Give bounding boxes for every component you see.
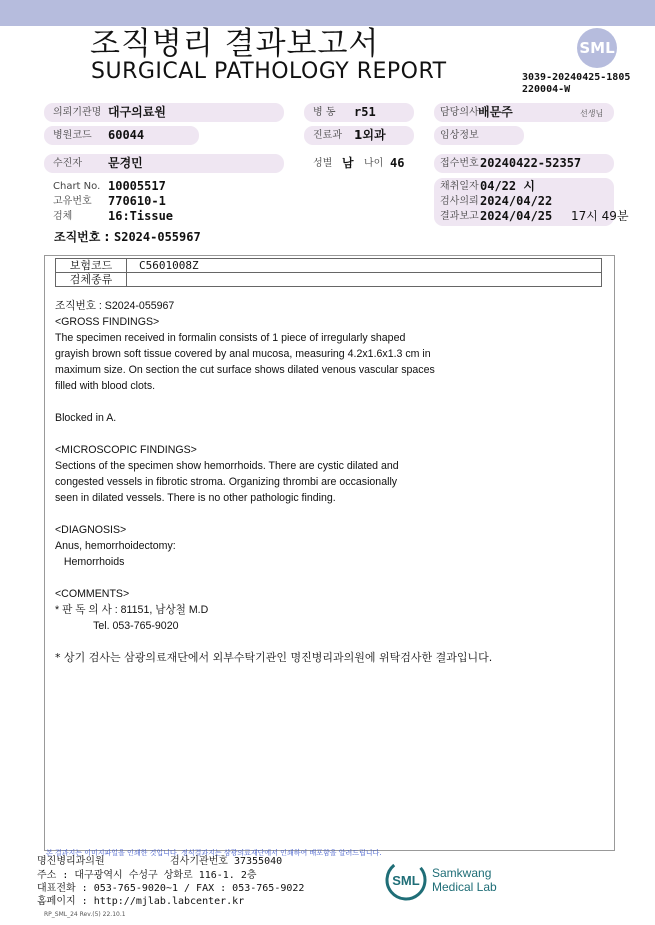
ward-label: 병 동: [313, 107, 336, 118]
outsourcing-notice: * 상기 검사는 삼광의료재단에서 외부수탁기관인 명진병리과의원에 위탁검사한 결과입니다.: [55, 651, 493, 664]
unique-no-value: 770610-1: [108, 194, 166, 208]
clinic-name: 명진병리과의원: [37, 856, 105, 867]
age-value: 46: [390, 156, 405, 170]
insurance-code-value: C5601008Z: [139, 259, 199, 272]
tissue-no-label: 조직번호 :: [54, 230, 110, 244]
tissue-no-value: S2024-055967: [114, 230, 201, 244]
report-line: <COMMENTS>: [55, 588, 130, 600]
report-line: <MICROSCOPIC FINDINGS>: [55, 444, 197, 456]
samkwang-logo-text: SML: [392, 873, 420, 888]
specimen-type-value: [127, 273, 139, 286]
report-line: [55, 570, 435, 586]
report-line: Tel. 053-765-9020: [55, 620, 179, 632]
sml-logo: [577, 28, 617, 68]
sml-logo-text: SML: [579, 39, 615, 57]
department-value: 1외과: [354, 128, 386, 142]
request-id-line-1: 3039-20240425-1805: [522, 72, 631, 83]
result-date-value: 2024/04/25: [480, 209, 553, 223]
report-line: grayish brown soft tissue covered by anal mucosa, measuring 4.2x1.6x1.3 cm in: [55, 348, 431, 360]
chart-no-value: 10005517: [108, 179, 166, 193]
report-line: Anus, hemorrhoidectomy:: [55, 540, 176, 552]
institution-label: 의뢰기관명: [53, 107, 102, 118]
hospital-code-label: 병원코드: [53, 130, 92, 141]
report-title-korean: 조직병리 결과보고서: [90, 26, 380, 62]
report-line: <GROSS FINDINGS>: [55, 316, 160, 328]
lab-name: [432, 866, 497, 894]
doctor-value: 배문주: [478, 105, 513, 119]
sex-value: 남: [342, 156, 354, 170]
report-line: * 판 독 의 사 : 81151, 남상철 M.D: [55, 604, 209, 616]
report-line: Blocked in A.: [55, 412, 117, 424]
lab-name-line-2: Medical Lab: [432, 880, 497, 894]
report-line: Sections of the specimen show hemorrhoids. There are cystic dilated and: [55, 460, 399, 472]
code-row-insurance: [56, 259, 601, 272]
clinic-address: 주소 : 대구광역시 수성구 상화로 116-1. 2층: [37, 870, 257, 881]
request-id-line-2: 220004-W: [522, 84, 571, 95]
report-line: Hemorrhoids: [55, 556, 125, 568]
print-note: 본 결과지는 이미지파일을 인쇄한 것입니다. 정식결과지는 삼광의료재단에서 인쇄하여 배포함을 알려드립니다.: [46, 849, 382, 857]
top-band: [0, 0, 655, 26]
report-line: filled with blood clots.: [55, 380, 156, 392]
report-line: maximum size. On section the cut surface shows dilated venous vascular spaces: [55, 364, 435, 376]
specimen-type-label: 검체종류: [56, 273, 127, 286]
receipt-value: 20240422-52357: [480, 156, 582, 170]
specimen-label: 검체: [53, 211, 73, 222]
report-line: [55, 394, 435, 410]
clinical-info-label: 임상정보: [440, 130, 479, 141]
specimen-value: 16:Tissue: [108, 209, 174, 223]
chart-no-label: Chart No.: [53, 181, 101, 192]
patient-name-label: 수진자: [53, 158, 82, 169]
clinic-phone: 대표전화 : 053-765-9020~1 / FAX : 053-765-9022: [37, 883, 305, 894]
request-date-label: 검사의뢰: [440, 196, 479, 207]
report-line: congested vessels in fibrotic stroma. Organizing thrombi are occasionally: [55, 476, 398, 488]
code-row-specimen-type: [56, 272, 601, 286]
result-date-label: 결과보고: [440, 211, 479, 222]
report-title-english: SURGICAL PATHOLOGY REPORT: [91, 59, 447, 84]
report-line: <DIAGNOSIS>: [55, 524, 127, 536]
report-text: [55, 298, 435, 634]
age-label: 나이: [364, 158, 384, 169]
report-line: [55, 506, 435, 522]
report-line: 조직번호 : S2024-055967: [55, 300, 175, 312]
ward-value: r51: [354, 105, 376, 119]
clinic-homepage: 홈페이지 : http://mjlab.labcenter.kr: [37, 896, 245, 907]
report-line: seen in dilated vessels. There is no other pathologic finding.: [55, 492, 336, 504]
institution-value: 대구의료원: [108, 105, 166, 119]
collect-date-value: 04/22 시: [480, 179, 535, 193]
result-time-value: 17시 49분: [571, 209, 629, 223]
request-id: [522, 72, 630, 96]
patient-name-value: 문경민: [108, 156, 143, 170]
hospital-code-value: 60044: [108, 128, 145, 142]
collect-date-label: 채취일자: [440, 181, 479, 192]
receipt-label: 접수번호: [440, 158, 479, 169]
request-date-value: 2024/04/22: [480, 194, 553, 208]
report-line: The specimen received in formalin consists of 1 piece of irregularly shaped: [55, 332, 406, 344]
report-line: [55, 426, 435, 442]
sex-label: 성별: [313, 158, 333, 169]
samkwang-logo-icon: [384, 858, 428, 902]
insurance-code-label: 보험코드: [56, 259, 127, 272]
agency-number: 검사기관번호 37355040: [170, 856, 283, 867]
doctor-suffix: 선생님: [580, 109, 604, 118]
form-number: RP_SML_24 Rev.(5) 22.10.1: [44, 911, 126, 918]
doctor-label: 담당의사: [440, 107, 479, 118]
department-label: 진료과: [313, 130, 342, 141]
report-body: [44, 255, 615, 851]
code-table: [55, 258, 602, 287]
lab-name-line-1: Samkwang: [432, 866, 492, 880]
unique-no-label: 고유번호: [53, 196, 92, 207]
